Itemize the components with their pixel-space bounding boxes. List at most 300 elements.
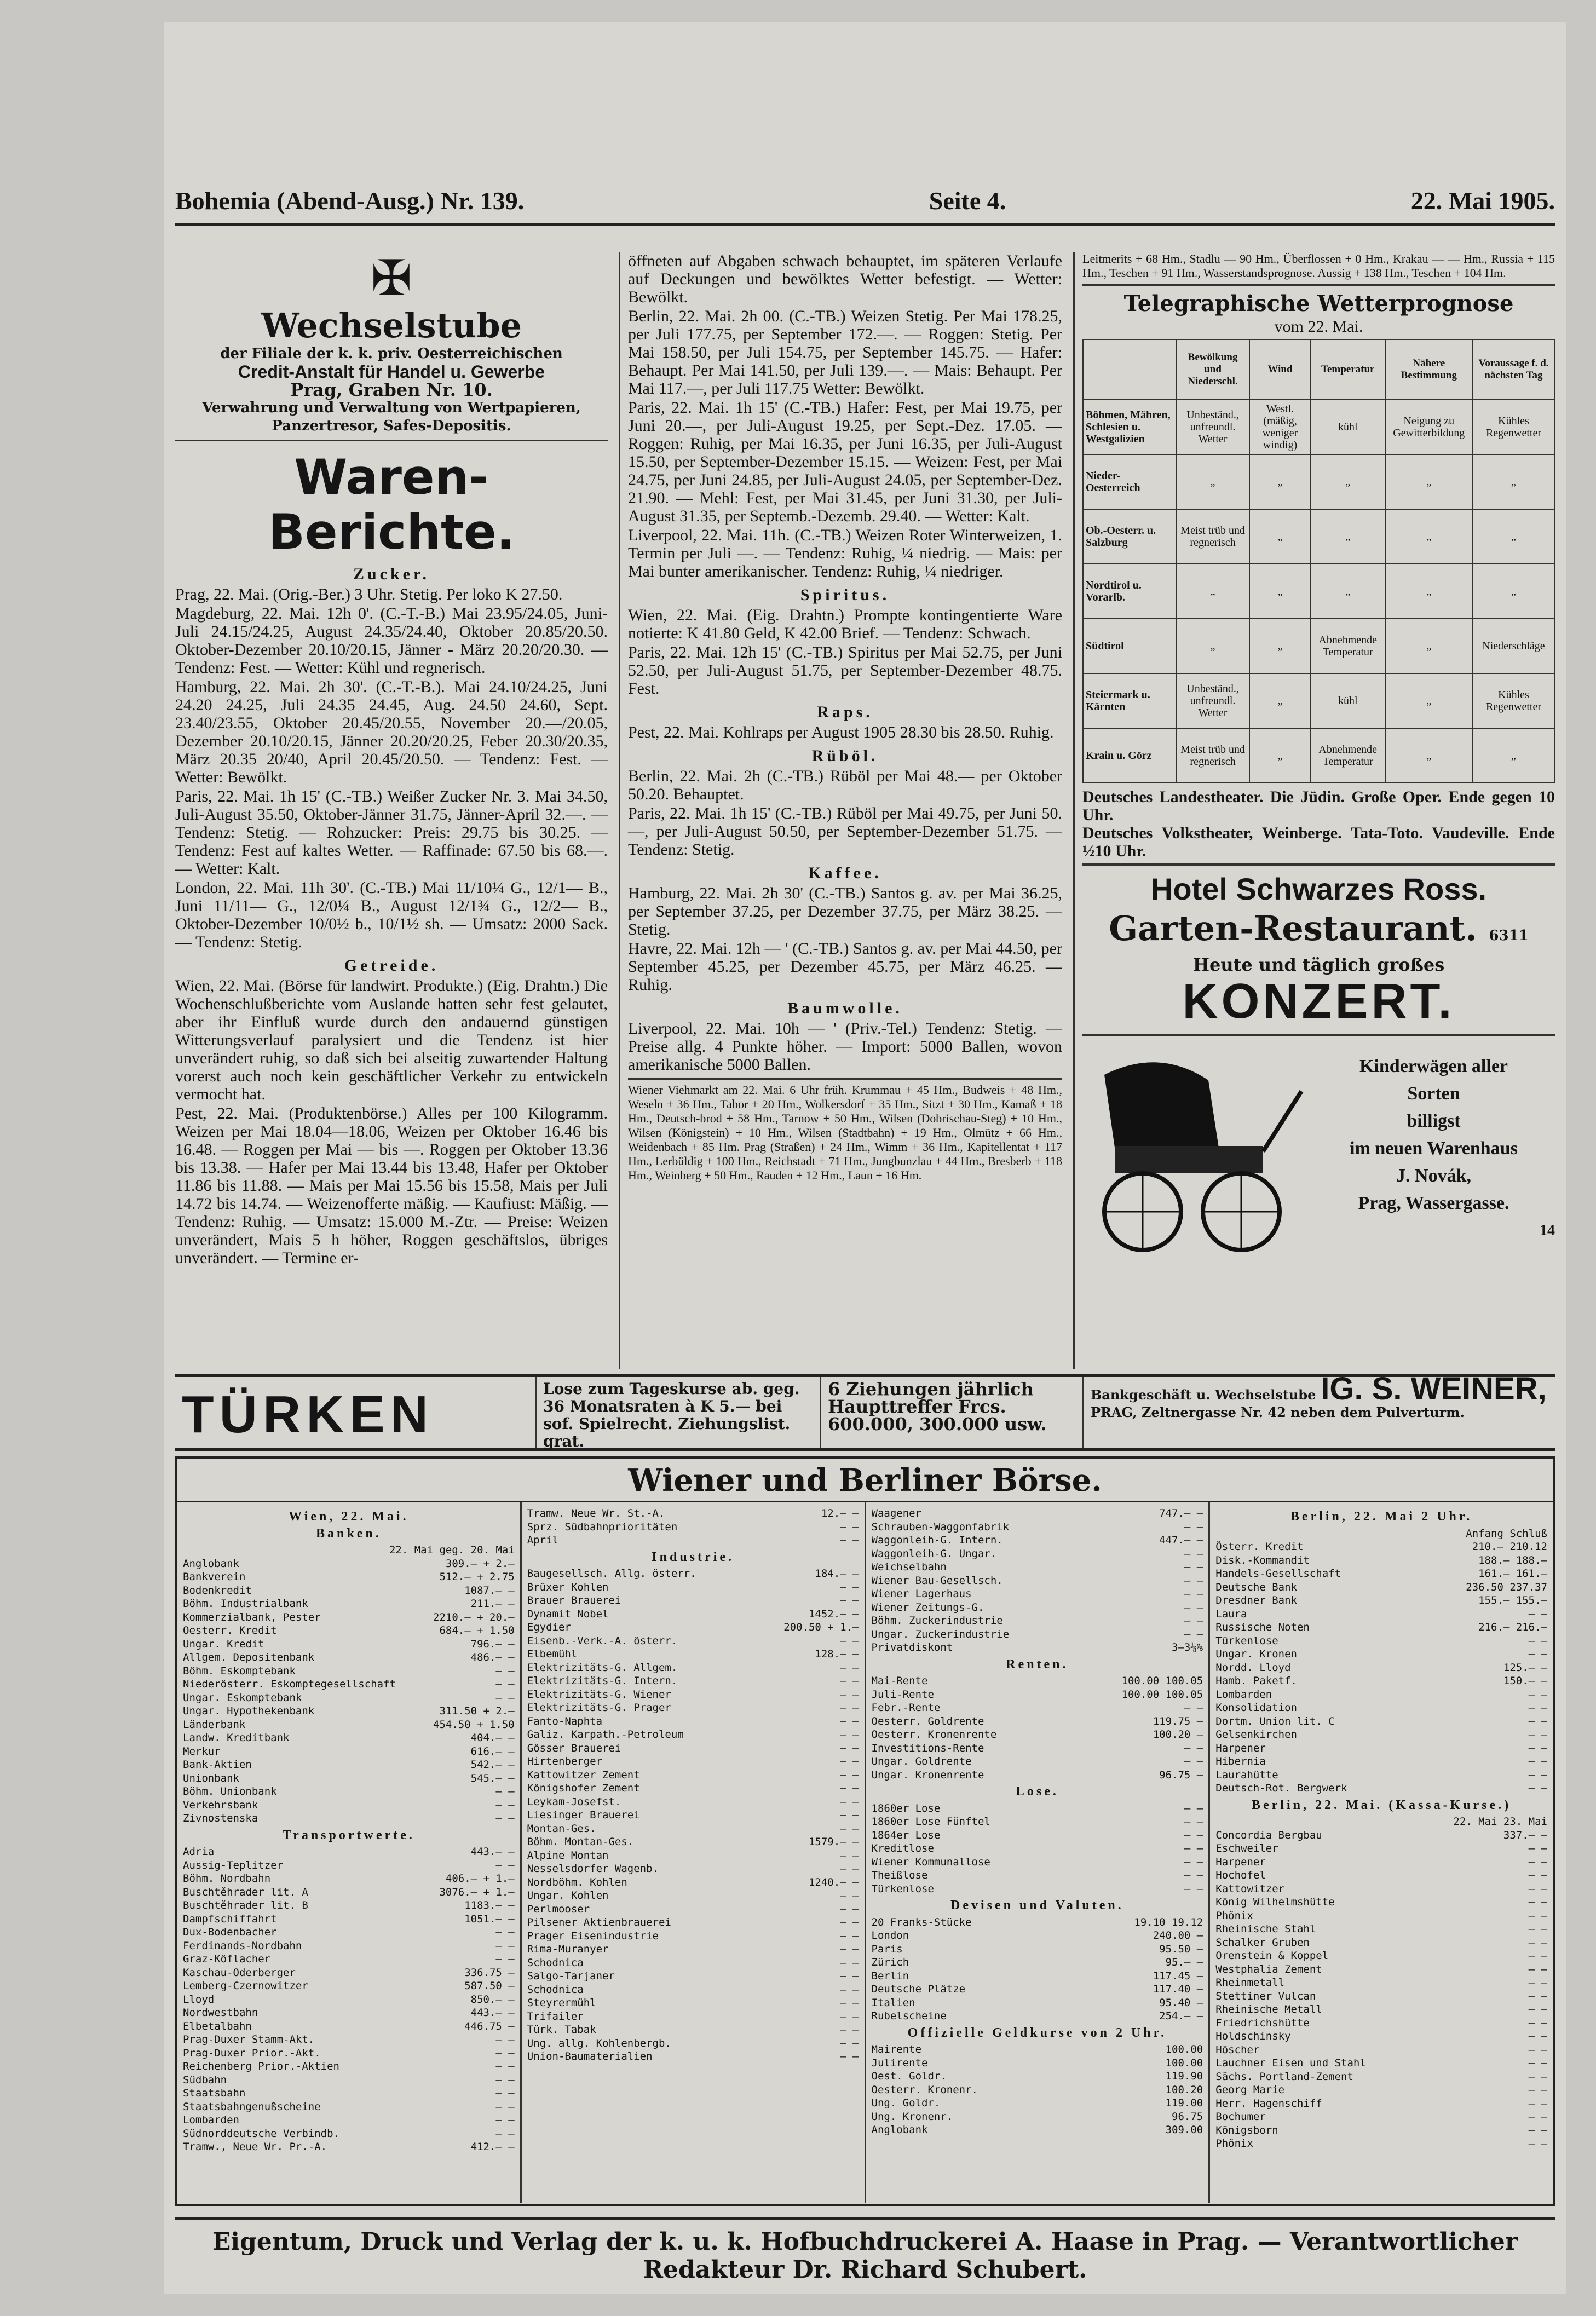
boerse-security: Ungar. Hypothekenbank (183, 1705, 315, 1717)
boerse-row (1215, 1949, 1547, 1963)
boerse-security: Südbahn (183, 2073, 227, 2086)
boerse-row (1215, 1896, 1547, 1909)
boerse-row (872, 1996, 1203, 2010)
boerse-row (527, 1581, 859, 1594)
boerse-security: Oesterr. Goldrente (871, 1715, 984, 1727)
wetter-cell: „ (1385, 673, 1473, 728)
boerse-row (527, 1507, 859, 1520)
boerse-row (527, 2037, 859, 2050)
boerse-security: Tramw. Neue Wr. St.-A. (527, 1507, 665, 1519)
boerse-quote: — — (1528, 2124, 1547, 2136)
boerse-quote: 616.— — (470, 1745, 515, 1758)
boerse-security: Stettiner Vulcan (1215, 1990, 1316, 2002)
boerse-row (1215, 2043, 1547, 2057)
boerse-quote: — — (1528, 1842, 1547, 1854)
boerse-security: Ungar. Eskomptebank (183, 1691, 302, 1704)
boerse-row (527, 1996, 859, 2010)
boerse-quote: — — (1184, 1520, 1203, 1533)
rueboel-item: Berlin, 22. Mai. 2h (C.-TB.) Rüböl per Mai 48.— per Oktober 50.20. Behauptet. (628, 767, 1062, 803)
boerse-row (872, 1701, 1203, 1715)
boerse-security: Dortm. Union lit. C (1215, 1715, 1335, 1727)
boerse-row (872, 1641, 1203, 1655)
boerse-security: Ungar. Zuckerindustrie (871, 1628, 1010, 1640)
boerse-security: Südnorddeutsche Verbindb. (183, 2127, 339, 2140)
boerse-quote: — — (840, 1970, 859, 1982)
boerse-quote: — — (840, 2050, 859, 2062)
boerse-quote: 1183.— — (464, 1899, 515, 1911)
boerse-quote: — — (1528, 2084, 1547, 2096)
boerse-row (872, 1688, 1203, 1702)
boerse-security: Dresdner Bank (1215, 1594, 1297, 1606)
boerse-security: Ung. Goldr. (871, 2097, 941, 2109)
boerse-security: Bochumer (1215, 2111, 1266, 2123)
boerse-security: Fanto-Naphta (527, 1715, 603, 1727)
boerse-quote: — — (1528, 1869, 1547, 1881)
boerse-security: Rheinische Metall (1215, 2003, 1322, 2015)
wetter-row (1083, 619, 1554, 673)
boerse-row (527, 1862, 859, 1876)
boerse-quote: 309.— + 2.— (445, 1557, 515, 1570)
boerse-quote: — — (1184, 1742, 1203, 1754)
boerse-security: Waggonleih-G. Ungar. (871, 1547, 997, 1560)
boerse-row (183, 1845, 515, 1859)
boerse-quote: — — (1528, 1702, 1547, 1714)
boerse-quote: — — (840, 1916, 859, 1928)
banken-head: Banken. (316, 1526, 382, 1541)
boerse-security: Alpine Montan (527, 1849, 609, 1862)
weiner-address: PRAG, Zeltnergasse Nr. 42 neben dem Pulverturm. (1091, 1404, 1465, 1420)
raps-head: Raps. (817, 703, 873, 721)
boerse-row (527, 1956, 859, 1970)
boerse-row (872, 1534, 1203, 1547)
wechselstube-line4: Verwahrung und Verwaltung von Wertpapieren, Panzertresor, Safes-Depositis. (175, 399, 608, 441)
boerse-security: König Wilhelmshütte (1215, 1896, 1335, 1908)
wetter-cell: Kühles Regenwetter (1473, 673, 1554, 728)
boerse-quote: — — (840, 1956, 859, 1969)
boerse-row (1215, 1715, 1547, 1729)
boerse-row (872, 1574, 1203, 1588)
boerse-col-wien (177, 1502, 522, 2203)
boerse-quote: — — (1528, 1715, 1547, 1727)
boerse-row (1215, 1882, 1547, 1896)
wechselstube-line2: Credit-Anstalt für Handel u. Gewerbe (238, 362, 545, 382)
wetter-col: Bewölkung und Niederschl. (1176, 339, 1249, 400)
boerse-security: Kattowitzer Zement (527, 1768, 640, 1781)
wetter-cell: „ (1385, 619, 1473, 673)
wetter-cell: „ (1385, 454, 1473, 509)
boerse-quote: 747.— — (1159, 1507, 1203, 1519)
boerse-quote: — — (1528, 2030, 1547, 2042)
boerse-quote: 486.— — (470, 1651, 515, 1663)
tuerken-ad: TÜRKEN (175, 1377, 537, 1448)
boerse-quote: 3—3⅛% (1172, 1641, 1203, 1654)
boerse-row (183, 1597, 515, 1611)
boerse-quote: — — (1528, 1909, 1547, 1922)
boerse-quote: — — (1528, 2111, 1547, 2123)
boerse-quote: 1579.— — (808, 1836, 859, 1848)
boerse-quote: — — (1528, 1768, 1547, 1781)
boerse-quote: — — (840, 1809, 859, 1821)
boerse-row (1215, 1742, 1547, 1755)
boerse-row (1215, 1634, 1547, 1648)
boerse-security: Oest. Goldr. (871, 2070, 947, 2082)
boerse-security: Waagener (871, 1507, 922, 1519)
col2-text: Berlin, 22. Mai. 2h 00. (C.-TB.) Weizen Stetig. Per Mai 178.25, per Juli 177.75, per September 172.—. — Roggen: Stetig. Per Mai 158.50, per Juli 154.75, per September 145.75. — Hafer: Behaupt. Per Mai 141.50, per Juli 139.—. — Mais: Behaupt. Per Mai 117.—, per Juli 117.75 Wetter: Bewölkt. (628, 307, 1062, 397)
boerse-col-berlin (1210, 1502, 1553, 2203)
boerse-row (1215, 1909, 1547, 1923)
theater-notice: Deutsches Landestheater. Die Jüdin. Große Oper. Ende gegen 10 Uhr. (1082, 788, 1555, 824)
boerse-quote: — — (1528, 2017, 1547, 2029)
boerse-security: Lemberg-Czernowitzer (183, 1980, 308, 1992)
wetter-row (1083, 400, 1554, 454)
boerse-quote: — — (1528, 1896, 1547, 1908)
industrie-head: Industrie. (652, 1549, 734, 1564)
boerse-security: Sächs. Portland-Zement (1215, 2070, 1353, 2083)
boerse-security: Rheinische Stahl (1215, 1923, 1316, 1935)
wetter-row (1083, 509, 1554, 564)
boerse-row (872, 1869, 1203, 1882)
boerse-quote: — — (495, 2073, 515, 2086)
boerse-row (183, 1785, 515, 1799)
boerse-security: Wiener Lagerhaus (871, 1588, 972, 1600)
rueboel-item: Paris, 22. Mai. 1h 15' (C.-TB.) Rüböl per Mai 49.75, per Juni 50.—, per Juli-August 50.50, per September-Dezember 51.75. — Tendenz: Stetig. (628, 804, 1062, 859)
boerse-row (1215, 1755, 1547, 1768)
column-1 (175, 252, 608, 1369)
boerse-row (872, 1768, 1203, 1782)
kinder-line: Sorten (1407, 1084, 1460, 1104)
boerse-row (183, 1952, 515, 1966)
boerse-security: Oesterr. Kronenrente (871, 1729, 997, 1741)
boerse-quote: 155.— 155.— (1478, 1594, 1547, 1606)
header-issue: Bohemia (Abend-Ausg.) Nr. 139. (175, 187, 525, 215)
boerse-security: Phönix (1215, 1909, 1253, 1922)
boerse-row (183, 1939, 515, 1953)
boerse-row (183, 1772, 515, 1785)
boerse-security: Mairente (871, 2043, 922, 2055)
boerse-section (175, 1456, 1555, 2206)
wetter-table (1082, 339, 1555, 783)
boerse-row (1215, 1674, 1547, 1688)
boerse-security: Reichenberg Prior.-Aktien (183, 2060, 339, 2072)
boerse-security: Ung. Kronenr. (871, 2110, 953, 2123)
boerse-quote: — — (1184, 1829, 1203, 1841)
boerse-security: Elektrizitäts-G. Wiener (527, 1688, 671, 1701)
boerse-row (872, 2009, 1203, 2023)
boerse-security: Laura (1215, 1608, 1247, 1620)
wetter-subtitle: vom 22. Mai. (1274, 318, 1363, 336)
wetter-row (1083, 728, 1554, 783)
boerse-row (527, 2023, 859, 2037)
boerse-quote: — — (840, 1943, 859, 1955)
wechselstube-title: Wechselstube (261, 306, 522, 345)
wetter-cell: Krain u. Görz (1083, 728, 1176, 783)
boerse-quote: 240.00 — (1153, 1929, 1203, 1941)
renten-head: Renten. (1006, 1657, 1069, 1672)
boerse-row (1215, 1869, 1547, 1882)
boerse-quote: — — (1528, 1856, 1547, 1868)
boerse-row (183, 1718, 515, 1732)
boerse-security: Egydier (527, 1621, 571, 1633)
boerse-quote: 161.— 161.— (1478, 1568, 1547, 1580)
ziehung-ad: 6 Ziehungen jährlich Haupttreffer Frcs. 600.000, 300.000 usw. (821, 1377, 1084, 1448)
boerse-quote: — — (1528, 1782, 1547, 1794)
boerse-security: Juli-Rente (871, 1688, 934, 1701)
boerse-security: Österr. Kredit (1215, 1541, 1304, 1553)
boerse-row (527, 1903, 859, 1916)
boerse-row (183, 1624, 515, 1638)
wetter-cell: „ (1176, 619, 1249, 673)
boerse-security: 20 Franks-Stücke (871, 1916, 972, 1928)
boerse-security: Merkur (183, 1745, 221, 1758)
boerse-row (1215, 2030, 1547, 2043)
boerse-row (183, 2140, 515, 2154)
boerse-quote: — — (1184, 1842, 1203, 1854)
boerse-security: Elektrizitäts-G. Prager (527, 1702, 671, 1714)
boerse-quote: — — (840, 1661, 859, 1674)
boerse-quote: 95.50 — (1159, 1943, 1203, 1955)
kinderwagen-text (1312, 1042, 1555, 1261)
boerse-security: Verkehrsbank (183, 1799, 258, 1811)
boerse-quote: 200.50 + 1.— (783, 1621, 859, 1633)
boerse-quote: 12.— — (821, 1507, 859, 1519)
boerse-row (183, 2073, 515, 2087)
boerse-row (872, 1969, 1203, 1983)
kinder-line: billigst (1407, 1111, 1461, 1131)
boerse-quote: — — (1184, 1869, 1203, 1881)
boerse-row (872, 1956, 1203, 1969)
wetter-cell: „ (1249, 454, 1311, 509)
boerse-security: Nordböhm. Kohlen (527, 1876, 627, 1888)
wetter-col (1083, 339, 1176, 400)
boerse-quote: 95.40 — (1159, 1996, 1203, 2009)
boerse-quote: 95.— — (1165, 1956, 1203, 1968)
boerse-quote: 188.— 188.— (1478, 1554, 1547, 1566)
boerse-row (1215, 1922, 1547, 1936)
boerse-row (183, 1799, 515, 1812)
boerse-quote: 446.75 — (464, 2020, 515, 2032)
boerse-security: Herr. Hagenschiff (1215, 2097, 1322, 2110)
boerse-quote: — — (840, 1581, 859, 1593)
boerse-row (1215, 1567, 1547, 1581)
boerse-quote: 447.— — (1159, 1534, 1203, 1546)
boerse-security: Lombarden (1215, 1688, 1272, 1701)
boerse-quote: 119.75 — (1153, 1715, 1203, 1727)
boerse-security: Montan-Ges. (527, 1822, 596, 1835)
boerse-security: Graz-Köflacher (183, 1953, 271, 1965)
boerse-row (183, 2127, 515, 2141)
kinder-line: J. Novák, (1396, 1166, 1471, 1186)
boerse-security: Tramw., Neue Wr. Pr.-A. (183, 2141, 327, 2153)
boerse-row (872, 1842, 1203, 1856)
boerse-quote: — — (1184, 1574, 1203, 1587)
boerse-row (527, 1594, 859, 1608)
boerse-quote: — — (495, 1812, 515, 1824)
getreide-item: Wien, 22. Mai. (Börse für landwirt. Produkte.) (Eig. Drahtn.) Die Wochenschlußberichte vom Auslande hatten sehr fest gelautet, aber ihr Einfluß wurde durch den andauernd günstigen Witterungsverlauf paralysiert und die Tendenz ist hier unverändert ruhig, so daß sich bei alseitig zuwartender Haltung vorerst auch noch kein geschäftlicher Verkehr zu entwickeln vermocht hat. (175, 977, 608, 1103)
boerse-security: Bodenkredit (183, 1584, 252, 1597)
wetter-cell: Westl. (mäßig, weniger windig) (1249, 400, 1311, 454)
boerse-row (183, 2033, 515, 2047)
boerse-row (872, 2043, 1203, 2056)
boerse-row (872, 1983, 1203, 1996)
boerse-row (183, 1664, 515, 1678)
boerse-security: Nordd. Lloyd (1215, 1661, 1291, 1674)
boerse-security: Aussig-Teplitzer (183, 1859, 284, 1871)
zucker-head: Zucker. (353, 565, 430, 583)
wetter-cell: Niederschläge (1473, 619, 1554, 673)
boerse-security: Konsolidation (1215, 1702, 1297, 1714)
column-3 (1073, 252, 1555, 1369)
baumwolle-item: Liverpool, 22. Mai. 10h — ' (Priv.-Tel.) Tendenz: Stetig. — Preise allg. 4 Punkte höher. — Import: 5000 Ballen, wovon amerikanische 5000 Ballen. (628, 1019, 1062, 1074)
boerse-row (183, 1993, 515, 2007)
boerse-quote: 125.— — (1503, 1661, 1547, 1674)
boerse-quote: — — (495, 1926, 515, 1938)
boerse-quote: 850.— — (470, 1993, 515, 2006)
header-page: Seite 4. (929, 187, 1006, 215)
boerse-security: Ferdinands-Nordbahn (183, 1939, 302, 1952)
boerse-security: Prag-Duxer Stamm-Akt. (183, 2033, 315, 2046)
boerse-security: Theißlose (871, 1869, 928, 1881)
boerse-quote: — — (840, 1849, 859, 1862)
boerse-row (183, 1570, 515, 1584)
kaffee-item: Hamburg, 22. Mai. 2h 30' (C.-TB.) Santos g. av. per Mai 36.25, per September 37.25, per Dezember 37.75, per März 38.25. — Stetig. (628, 884, 1062, 938)
boerse-quote: 309.00 (1165, 2124, 1203, 2136)
boerse-security: Lombarden (183, 2114, 239, 2126)
boerse-security: Prager Eisenindustrie (527, 1929, 659, 1942)
boerse-security: Trifailer (527, 2010, 584, 2023)
boerse-row (183, 1745, 515, 1759)
boerse-security: Laurahütte (1215, 1768, 1278, 1781)
boerse-quote: 119.90 (1165, 2070, 1203, 2082)
boerse-security: Salgo-Tarjaner (527, 1970, 615, 1982)
boerse-security: Perlmooser (527, 1903, 590, 1915)
boerse-security: Staatsbahngenußscheine (183, 2100, 321, 2113)
boerse-security: Kommerzialbank, Pester (183, 1611, 321, 1623)
col2-text: öffneten auf Abgaben schwach behauptet, im späteren Verlaufe auf Deckungen und bewölktes Wetter befestigt. — Wetter: Bewölkt. (628, 252, 1062, 306)
boerse-quote: — — (840, 2037, 859, 2049)
boerse-security: Liesinger Brauerei (527, 1809, 640, 1821)
wetter-cell: Ob.-Oesterr. u. Salzburg (1083, 509, 1176, 564)
boerse-quote: — — (840, 1929, 859, 1942)
boerse-quote: — — (1528, 2070, 1547, 2083)
boerse-security: Landw. Kreditbank (183, 1732, 290, 1744)
boerse-quote: — — (495, 1859, 515, 1871)
boerse-row (1215, 1990, 1547, 2003)
boerse-quote: — — (1528, 1963, 1547, 1975)
boerse-security: Georg Marie (1215, 2084, 1285, 2096)
boerse-security: Deutsch-Rot. Bergwerk (1215, 1782, 1347, 1794)
theater-notice: Deutsches Volkstheater, Weinberge. Tata-Toto. Vaudeville. Ende ½10 Uhr. (1082, 824, 1555, 866)
column-2 (619, 252, 1062, 1369)
spiritus-head: Spiritus. (800, 586, 890, 604)
boerse-security: Zivnostenska (183, 1812, 258, 1824)
boerse-quote: 119.00 (1165, 2097, 1203, 2109)
boerse-security: 1860er Lose Fünftel (871, 1816, 990, 1828)
boerse-quote: 96.75 — (1159, 1768, 1203, 1781)
boerse-quote: — — (1528, 2003, 1547, 2015)
boerse-security: Steyrermühl (527, 1997, 596, 2009)
boerse-security: Berlin (871, 1969, 909, 1982)
boerse-quote: — — (840, 1997, 859, 2009)
boerse-row (527, 1674, 859, 1688)
boerse-quote: — — (1528, 1950, 1547, 1962)
boerse-quote: 684.— + 1.50 (439, 1624, 515, 1637)
boerse-row (527, 2010, 859, 2024)
boerse-security: Febr.-Rente (871, 1702, 941, 1714)
boerse-row (1215, 1688, 1547, 1702)
boerse-security: Schalker Gruben (1215, 1936, 1310, 1949)
boerse-quote: 254.— — (1159, 2010, 1203, 2022)
boerse-row (527, 1916, 859, 1929)
boerse-row (872, 1943, 1203, 1956)
boerse-security: Mai-Rente (871, 1675, 928, 1687)
boerse-row (872, 1815, 1203, 1829)
boerse-row (872, 1715, 1203, 1729)
boerse-quote: — — (1184, 1628, 1203, 1640)
boerse-row (872, 1674, 1203, 1688)
boerse-security: Phönix (1215, 2138, 1253, 2150)
boerse-row (872, 1882, 1203, 1896)
boerse-row (1215, 1701, 1547, 1715)
boerse-row (1215, 1963, 1547, 1977)
wetter-cell: Südtirol (1083, 619, 1176, 673)
boerse-quote: — — (840, 1520, 859, 1533)
boerse-row (527, 1755, 859, 1768)
boerse-security: Ungar. Kronen (1215, 1648, 1297, 1660)
wien-cols: 22. Mai geg. 20. Mai (389, 1544, 515, 1556)
boerse-quote: 128.— — (815, 1648, 859, 1660)
boerse-row (1215, 2083, 1547, 2097)
boerse-row (527, 1701, 859, 1715)
boerse-security: Hochofel (1215, 1869, 1266, 1881)
boerse-security: Lauchner Eisen und Stahl (1215, 2057, 1366, 2069)
eagle-emblem-icon: ✠ (371, 252, 412, 306)
boerse-row (1215, 1540, 1547, 1554)
boerse-row (527, 1634, 859, 1648)
boerse-row (872, 1628, 1203, 1641)
wetter-cell: „ (1176, 454, 1249, 509)
wetter-cell: „ (1176, 564, 1249, 619)
boerse-quote: — — (1528, 2043, 1547, 2056)
garten-title: Garten-Restaurant. (1109, 908, 1477, 948)
boerse-security: Böhm. Industrialbank (183, 1598, 308, 1610)
boerse-security: Holdschinsky (1215, 2030, 1291, 2042)
wetter-cell: „ (1473, 509, 1554, 564)
boerse-quote: — — (840, 1634, 859, 1647)
boerse-quote: — — (840, 1822, 859, 1835)
boerse-security: Kreditlose (871, 1842, 934, 1854)
boerse-row (527, 1647, 859, 1661)
wetter-cell: „ (1249, 673, 1311, 728)
getreide-item: Pest, 22. Mai. (Produktenbörse.) Alles per 100 Kilogramm. Weizen per Mai 18.04—18.06, Weizen per Oktober 16.46 bis 16.48. — Roggen per Mai — bis —. Roggen per Oktober 13.36 bis 13.38. — Hafer per Mai 13.44 bis 13.48, Hafer per Oktober 11.86 bis 11.88. — Mais per Mai 15.56 bis 15.58, Mais per Juli 14.72 bis 14.74. — Weizenofferte mäßig. — Kaufiust: Mäßig. — Tendenz: Ruhig. — Umsatz: 15.000 M.-Ztr. — Preise: Weizen unverändert, Mais 5 h höher, Roggen geschäftslos, übriges unverändert. — Termine er- (175, 1104, 608, 1267)
boerse-row (183, 1886, 515, 1899)
boerse-row (183, 1966, 515, 1980)
boerse-quote: — — (840, 1534, 859, 1546)
viehmarkt-text: Wiener Viehmarkt am 22. Mai. 6 Uhr früh. Krummau + 45 Hm., Budweis + 48 Hm., Weseln + 36 Hm., Tabor + 20 Hm., Wolkersdorf + 35 Hm., Sitzt + 30 Hm., Kamaß + 18 Hm., Deutsch-brod + 58 Hm., Tarnow + 50 Hm., Wilsen (Dobrischau-Steg) + 10 Hm., Wilsen (Königstein) + 10 Hm., Wilsen (Stadtbahn) + 19 Hm., Olmütz + 66 Hm., Weidenbach + 85 Hm. Prag (Straßen) + 24 Hm., Wimm + 36 Hm., Kapitellentat + 117 Hm., Lerbüldig + 100 Hm., Reichstadt + 71 Hm., Jungbunzlau + 44 Hm., Bresberb + 118 Hm., Weinberg + 50 Hm., Rauden + 12 Hm., Laun + 16 Hm. (628, 1078, 1062, 1183)
boerse-quote: — — (1184, 1816, 1203, 1828)
boerse-security: Gösser Brauerei (527, 1742, 621, 1754)
boerse-security: Baugesellsch. Allg. österr. (527, 1568, 696, 1580)
boerse-security: Kaschau-Oderberger (183, 1966, 296, 1979)
boerse-row (183, 1678, 515, 1691)
boerse-row (527, 1520, 859, 1534)
boerse-quote: 117.40 — (1153, 1983, 1203, 1995)
boerse-security: Böhm. Montan-Ges. (527, 1836, 634, 1848)
boerse-row (1215, 1782, 1547, 1795)
zucker-item: Hamburg, 22. Mai. 2h 30'. (C.-T.-B.). Mai 24.10/24.25, Juni 24.20 24.25, Juli 24.35 24.45, Aug. 24.50 24.60, Sept. 23.40/23.55, Oktober 20.45/20.55, November 20.—/20.05, Dezember 20.10/20.15, Jänner 20.20/20.25, Feber 20.30/20.35, März 20.35 20/40, April 20.45/20.50. — Tendenz: Fest. — Wetter: Bewölkt. (175, 678, 608, 786)
boerse-quote: — — (840, 2024, 859, 2036)
boerse-row (872, 2056, 1203, 2070)
boerse-row (527, 1782, 859, 1795)
